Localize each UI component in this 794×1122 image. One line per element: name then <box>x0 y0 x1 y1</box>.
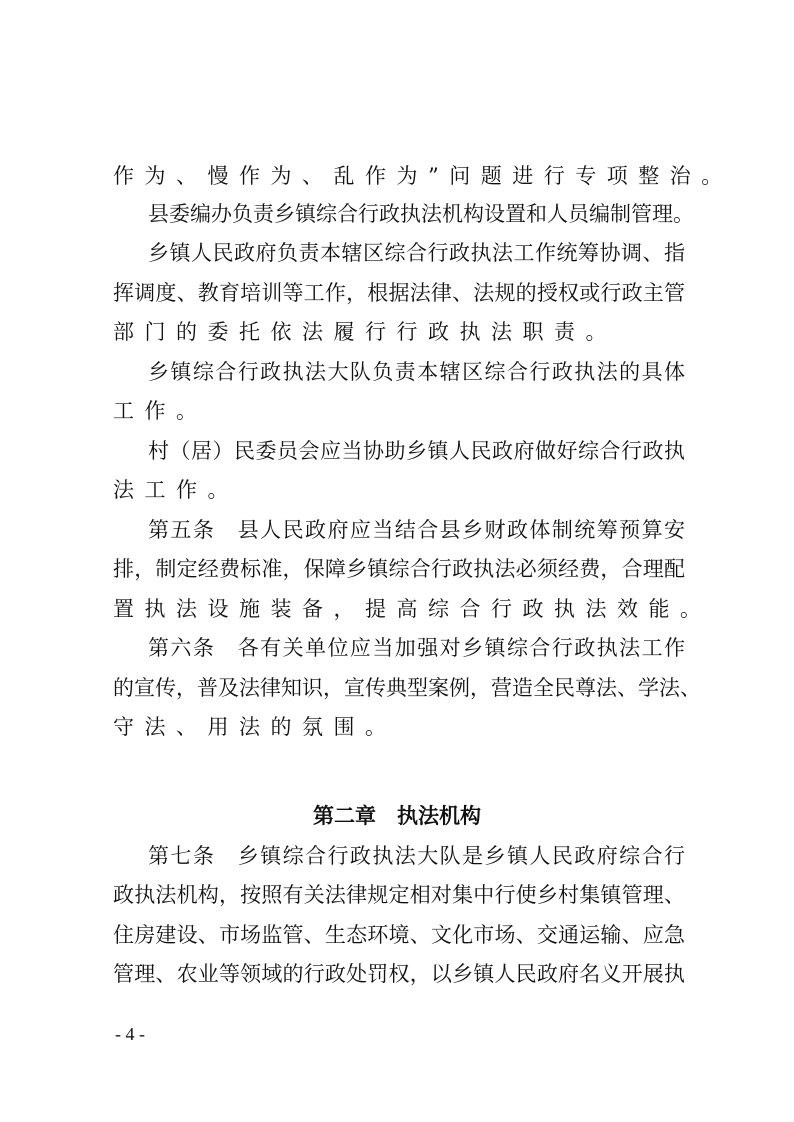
body-line: 的宣传，普及法律知识，宣传典型案例，营造全民尊法、学法、 <box>113 676 701 700</box>
article-6-line: 第六条 各有关单位应当加强对乡镇综合行政执法工作 <box>148 636 685 660</box>
body-line: 政执法机构，按照有关法律规定相对集中行使乡村集镇管理、 <box>113 883 685 907</box>
body-line: 乡镇人民政府负责本辖区综合行政执法工作统筹协调、指 <box>148 241 685 265</box>
body-line: 乡镇综合行政执法大队负责本辖区综合行政执法的具体 <box>148 360 685 384</box>
body-line: 法工作。 <box>113 478 239 502</box>
body-line: 部门的委托依法履行行政执法职责。 <box>113 320 617 344</box>
body-line: 挥调度、教育培训等工作，根据法律、法规的授权或行政主管 <box>113 281 685 305</box>
body-line: 村（居）民委员会应当协助乡镇人民政府做好综合行政执 <box>148 439 685 463</box>
body-line: 住房建设、市场监管、生态环境、文化市场、交通运输、应急 <box>113 923 685 947</box>
article-7-line: 第七条 乡镇综合行政执法大队是乡镇人民政府综合行 <box>148 844 685 868</box>
body-line: 置执法设施装备，提高综合行政执法效能。 <box>113 597 712 621</box>
chapter-heading: 第二章 执法机构 <box>313 804 481 828</box>
article-5-line: 第五条 县人民政府应当结合县乡财政体制统筹预算安 <box>148 518 685 542</box>
body-line: 守法、用法的氛围。 <box>113 715 397 739</box>
body-line: 工作。 <box>113 399 208 423</box>
page-number: - 4 - <box>115 1024 145 1044</box>
body-line: 作为、慢作为、乱作为”问题进行专项整治。 <box>113 164 733 188</box>
body-line: 管理、农业等领域的行政处罚权，以乡镇人民政府名义开展执 <box>113 962 685 986</box>
body-line: 排，制定经费标准，保障乡镇综合行政执法必须经费，合理配 <box>113 557 685 581</box>
body-line: 县委编办负责乡镇综合行政执法机构设置和人员编制管理。 <box>148 202 694 226</box>
